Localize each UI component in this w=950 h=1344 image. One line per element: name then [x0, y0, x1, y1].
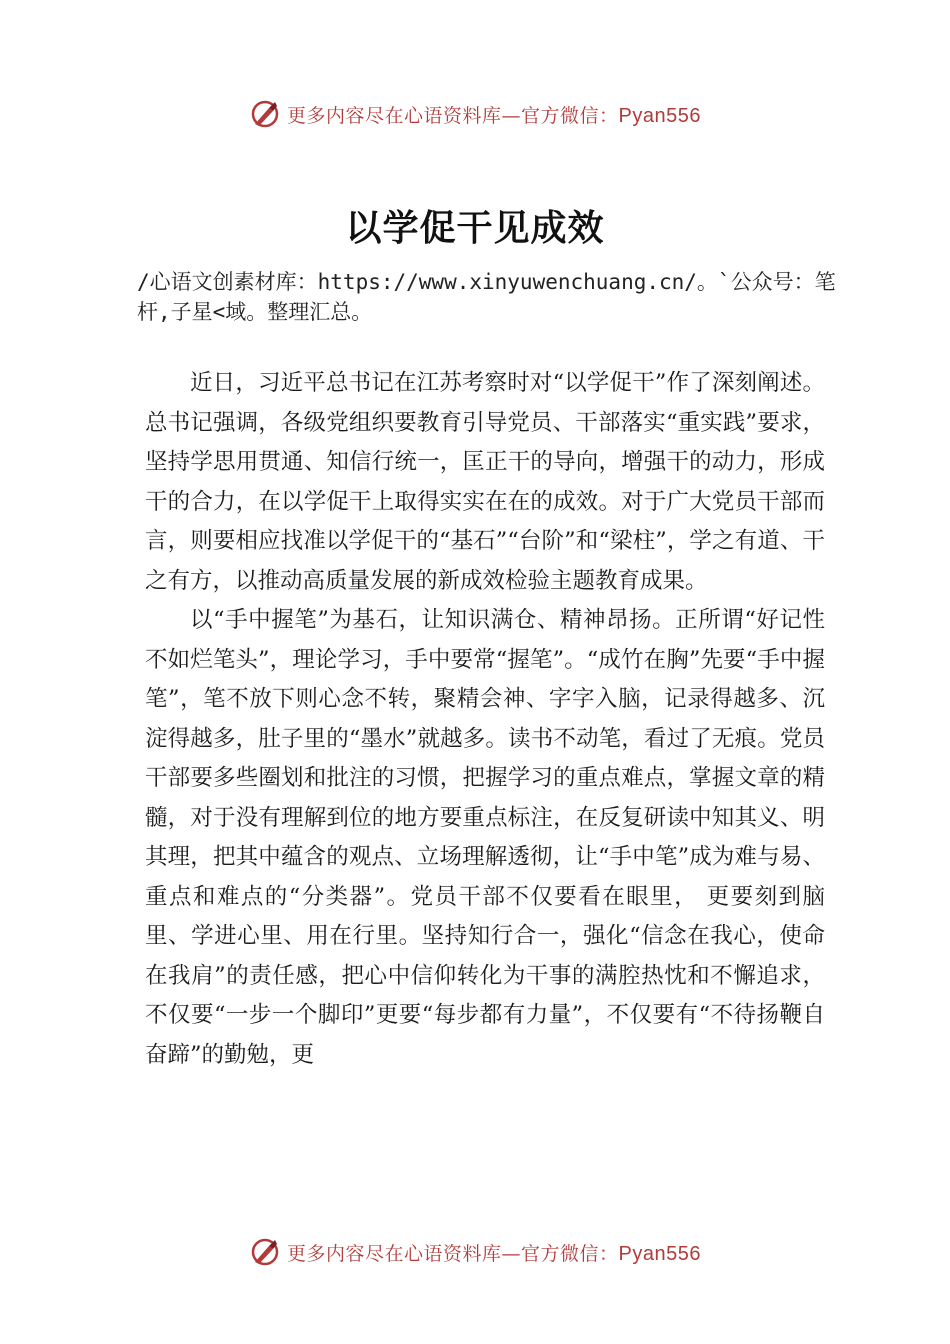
source-line: /心语文创素材库：https://www.xinyuwenchuang.cn/。`公众号：笔杆,子星<域。整理汇总。: [137, 270, 836, 324]
document-title: 以学促干见成效: [345, 207, 605, 249]
watermark-label: 更多内容尽在心语资料库—官方微信：: [287, 104, 619, 127]
footer-watermark: [0, 1232, 950, 1272]
pen-logo-icon: [249, 98, 281, 130]
paragraph: 近日，习近平总书记在江苏考察时对“以学促干”作了深刻阐述。总书记强调，各级党组织要教育引导党员、干部落实“重实践”要求，坚持学思用贯通、知信行统一，匡正干的导向，增强干的动力，形成干的合力，在以学促干上取得实实在在的成效。对于广大党员干部而言，则要相应找准以学促干的“基石”“台阶”和“梁柱”，学之有道、干之有方，以推动高质量发展的新成效检验主题教育成果。: [145, 370, 825, 594]
watermark-wechat-id: Pyan556: [618, 1242, 701, 1265]
watermark-wechat-id: Pyan556: [618, 104, 701, 127]
watermark-text: [287, 1239, 701, 1266]
watermark-text: [287, 101, 701, 128]
document-body: [145, 364, 825, 1075]
pen-logo-icon: [249, 1236, 281, 1268]
header-watermark: [0, 94, 950, 134]
paragraph: 以“手中握笔”为基石，让知识满仓、精神昂扬。正所谓“好记性不如烂笔头”，理论学习，手中要常“握笔”。“成竹在胸”先要“手中握笔”，笔不放下则心念不转，聚精会神、字字入脑，记录得越多、沉淀得越多，肚子里的“墨水”就越多。读书不动笔，看过了无痕。党员干部要多些圈划和批注的习惯，把握学习的重点难点，掌握文章的精髓，对于没有理解到位的地方要重点标注，在反复研读中知其义、明其理，把其中蕴含的观点、立场理解透彻，让“手中笔”成为难与易、重点和难点的“分类器”。党员干部不仅要看在眼里， 更要刻到脑里、学进心里、用在行里。坚持知行合一，强化“信念在我心，使命在我肩”的责任感，把心中信仰转化为干事的满腔热忱和不懈追求，不仅要“一步一个脚印”更要“每步都有力量”，不仅要有“不待扬鞭自奋蹄”的勤勉，更: [145, 607, 825, 1068]
watermark-label: 更多内容尽在心语资料库—官方微信：: [287, 1242, 619, 1265]
